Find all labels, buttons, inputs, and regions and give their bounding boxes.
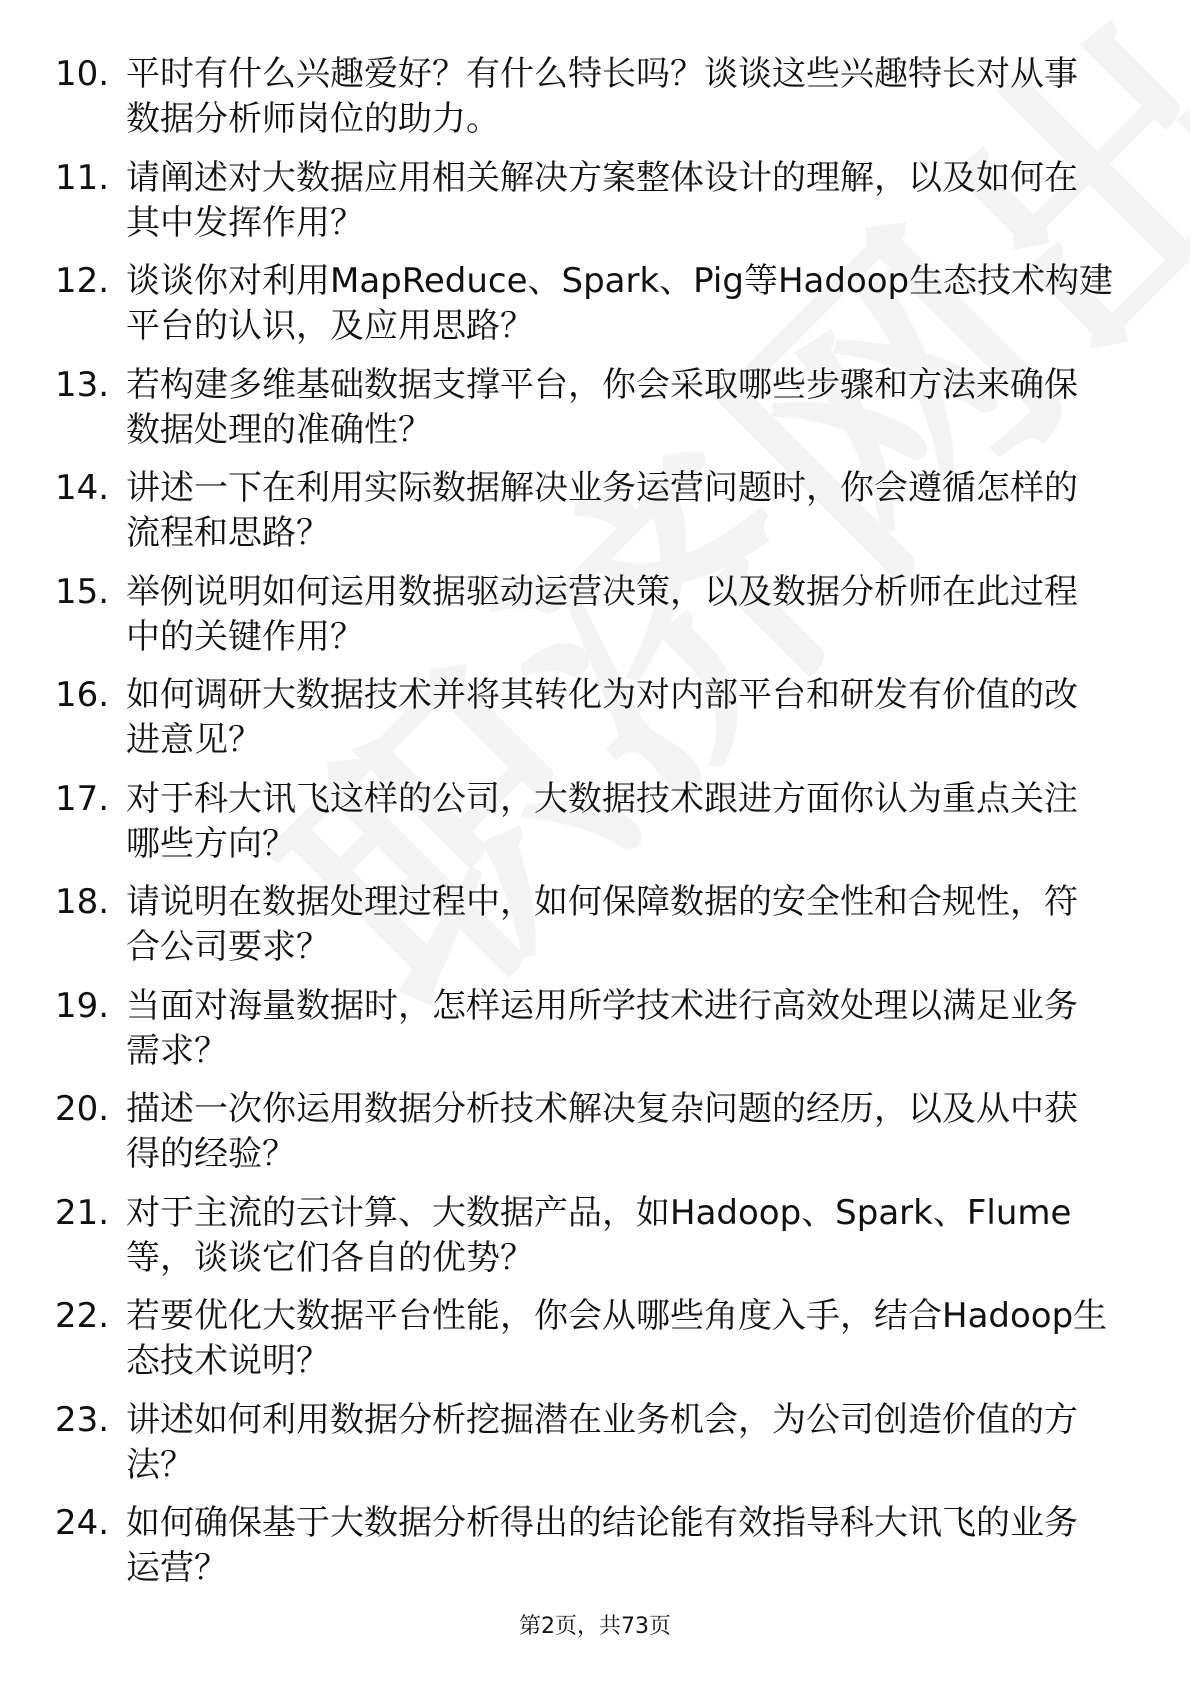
- question-line: 平台的认识，及应用思路？: [126, 306, 534, 346]
- question-item: [0, 1501, 1190, 1605]
- question-line: 谈谈你对利用MapReduce、Spark、Pig等Hadoop生态技术构建: [126, 261, 1114, 301]
- question-line: 态技术说明？: [126, 1341, 330, 1381]
- question-line: 得的经验？: [126, 1134, 296, 1174]
- question-line: 如何调研大数据技术并将其转化为对内部平台和研发有价值的改: [126, 675, 1078, 715]
- question-text: [126, 1501, 1126, 1591]
- question-text: [126, 1398, 1126, 1488]
- question-line: 哪些方向？: [126, 823, 296, 864]
- question-number: 17.: [55, 778, 110, 819]
- question-number: 14.: [55, 468, 110, 508]
- question-line: 举例说明如何运用数据驱动运营决策，以及数据分析师在此过程: [126, 571, 1078, 612]
- question-text: [126, 777, 1126, 867]
- question-text: [126, 1087, 1126, 1177]
- question-line: 需求？: [126, 1030, 228, 1071]
- question-line: 等，谈谈它们各自的优势？: [126, 1237, 534, 1278]
- question-item: [0, 570, 1190, 674]
- question-line: 法？: [126, 1444, 194, 1485]
- question-line: 数据分析师岗位的助力。: [126, 99, 500, 139]
- question-line: 对于主流的云计算、大数据产品，如Hadoop、Spark、Flume: [126, 1192, 1072, 1233]
- question-number: 24.: [55, 1503, 110, 1543]
- question-line: 如何确保基于大数据分析得出的结论能有效指导科大讯飞的业务: [126, 1503, 1078, 1543]
- question-line: 当面对海量数据时，怎样运用所学技术进行高效处理以满足业务: [126, 985, 1078, 1026]
- question-text: [126, 1294, 1126, 1384]
- question-line: 其中发挥作用？: [126, 202, 364, 243]
- question-list: [0, 52, 1190, 1605]
- question-text: [126, 259, 1126, 349]
- question-item: [0, 156, 1190, 260]
- question-line: 合公司要求？: [126, 927, 330, 967]
- question-item: [0, 880, 1190, 984]
- question-item: [0, 466, 1190, 570]
- question-line: 运营？: [126, 1548, 228, 1588]
- page-number: 第2页，共73页: [519, 1614, 671, 1639]
- question-number: 23.: [55, 1399, 110, 1440]
- question-line: 流程和思路？: [126, 513, 330, 553]
- question-text: [126, 880, 1126, 970]
- question-item: [0, 52, 1190, 156]
- question-text: [126, 466, 1126, 556]
- question-text: [126, 673, 1126, 763]
- question-line: 请说明在数据处理过程中，如何保障数据的安全性和合规性，符: [126, 882, 1078, 922]
- question-number: 15.: [55, 571, 110, 612]
- question-number: 21.: [55, 1192, 110, 1233]
- page-footer: [0, 1612, 1190, 1642]
- question-text: [126, 1191, 1126, 1281]
- question-number: 11.: [55, 157, 110, 198]
- question-number: 18.: [55, 882, 110, 922]
- question-line: 讲述如何利用数据分析挖掘潜在业务机会，为公司创造价值的方: [126, 1399, 1078, 1440]
- question-item: [0, 1191, 1190, 1295]
- question-line: 平时有什么兴趣爱好？有什么特长吗？谈谈这些兴趣特长对从事: [126, 54, 1078, 94]
- question-number: 20.: [55, 1089, 110, 1129]
- question-item: [0, 1398, 1190, 1502]
- question-number: 13.: [55, 364, 110, 405]
- question-text: [126, 156, 1126, 246]
- question-item: [0, 984, 1190, 1088]
- question-line: 若构建多维基础数据支撑平台，你会采取哪些步骤和方法来确保: [126, 364, 1078, 405]
- question-item: [0, 673, 1190, 777]
- question-line: 进意见？: [126, 720, 262, 760]
- question-number: 10.: [55, 54, 110, 94]
- question-line: 请阐述对大数据应用相关解决方案整体设计的理解，以及如何在: [126, 157, 1078, 198]
- question-text: [126, 984, 1126, 1074]
- question-item: [0, 259, 1190, 363]
- question-item: [0, 1294, 1190, 1398]
- question-line: 描述一次你运用数据分析技术解决复杂问题的经历，以及从中获: [126, 1089, 1078, 1129]
- question-item: [0, 363, 1190, 467]
- question-line: 中的关键作用？: [126, 616, 364, 657]
- question-line: 讲述一下在利用实际数据解决业务运营问题时，你会遵循怎样的: [126, 468, 1078, 508]
- question-number: 12.: [55, 261, 110, 301]
- question-text: [126, 52, 1126, 142]
- question-item: [0, 777, 1190, 881]
- question-text: [126, 570, 1126, 660]
- question-number: 19.: [55, 985, 110, 1026]
- question-number: 16.: [55, 675, 110, 715]
- question-line: 对于科大讯飞这样的公司，大数据技术跟进方面你认为重点关注: [126, 778, 1078, 819]
- question-line: 数据处理的准确性？: [126, 409, 432, 450]
- question-text: [126, 363, 1126, 453]
- question-item: [0, 1087, 1190, 1191]
- question-line: 若要优化大数据平台性能，你会从哪些角度入手，结合Hadoop生: [126, 1296, 1108, 1336]
- question-number: 22.: [55, 1296, 110, 1336]
